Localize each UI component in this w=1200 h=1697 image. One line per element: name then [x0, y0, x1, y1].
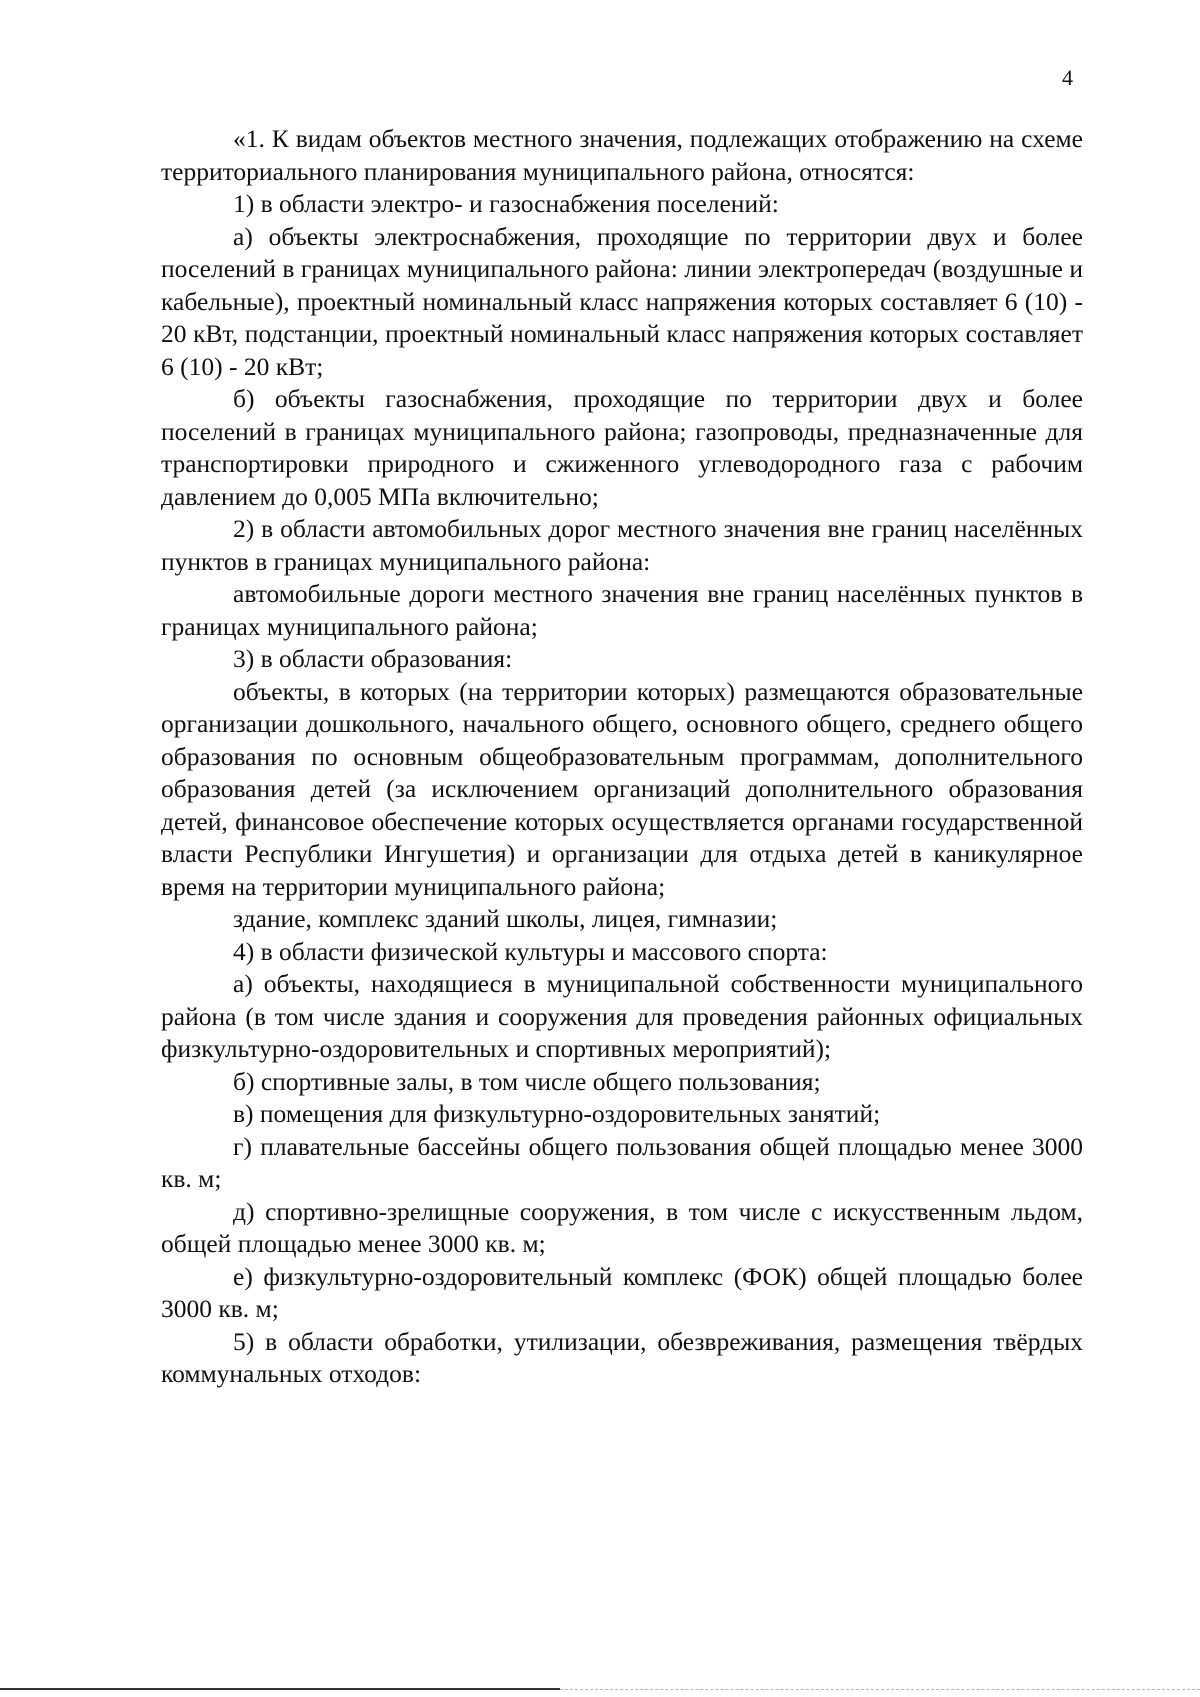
paragraph: здание, комплекс зданий школы, лицея, гимназии;	[233, 904, 778, 933]
paragraph: а) объекты электроснабжения, проходящие по территории двух и более поселений в границах муниципального района: линии электропередач (воздушные и кабельные), проектный номинальный класс напряжения которых составляет 6 (10) - 20 кВт, подстанции, проектный номинальный класс напряжения которых составляет 6 (10) - 20 кВт;	[161, 221, 1083, 381]
paragraph: 1) в области электро- и газоснабжения поселений:	[233, 189, 779, 218]
paragraph: б) объекты газоснабжения, проходящие по территории двух и более поселений в границах муниципального района; газопроводы, предназначенные для транспортировки природного и сжиженного углеводородного газа с рабочим давлением до 0,005 МПа включительно;	[161, 384, 1083, 511]
paragraph: е) физкультурно-оздоровительный комплекс (ФОК) общей площадью более 3000 кв. м;	[161, 1261, 1083, 1323]
scan-bottom-edge-faint-line	[560, 1689, 1200, 1690]
paragraph: объекты, в которых (на территории которых) размещаются образовательные организации дошкольного, начального общего, основного общего, среднего общего образования по основным общеобразовательным программам, дополнительного образования детей (за исключением организаций дополнительного образования детей, финансовое обеспечение которых осуществляется органами государственной власти Республики Ингушетия) и организации для отдыха детей в каникулярное время на территории муниципального района;	[161, 676, 1083, 901]
paragraph: б) спортивные залы, в том числе общего пользования;	[233, 1066, 821, 1096]
paragraph: в) помещения для физкультурно-оздоровительных занятий;	[233, 1099, 881, 1128]
scan-bottom-edge-line	[0, 1688, 560, 1690]
paragraph: «1. К видам объектов местного значения, подлежащих отображению на схеме территориального планирования муниципального района, относятся:	[161, 124, 1083, 186]
paragraph: 2) в области автомобильных дорог местного значения вне границ населённых пунктов в границах муниципального района:	[161, 514, 1083, 576]
paragraph: 3) в области образования:	[233, 644, 513, 673]
paragraph: 5) в области обработки, утилизации, обезвреживания, размещения твёрдых коммунальных отходов:	[161, 1326, 1083, 1388]
paragraph: 4) в области физической культуры и массового спорта:	[233, 936, 828, 966]
page-number: 4	[1062, 65, 1073, 90]
paragraph: г) плавательные бассейны общего пользования общей площадью менее 3000 кв. м;	[161, 1131, 1083, 1193]
paragraph: автомобильные дороги местного значения вне границ населённых пунктов в границах муниципального района;	[161, 579, 1083, 641]
paragraph: а) объекты, находящиеся в муниципальной собственности муниципального района (в том числе здания и сооружения для проведения районных официальных физкультурно-оздоровительных и спортивных мероприятий);	[161, 969, 1083, 1063]
paragraph: д) спортивно-зрелищные сооружения, в том числе с искусственным льдом, общей площадью менее 3000 кв. м;	[161, 1196, 1083, 1258]
document-body	[161, 123, 1083, 1391]
